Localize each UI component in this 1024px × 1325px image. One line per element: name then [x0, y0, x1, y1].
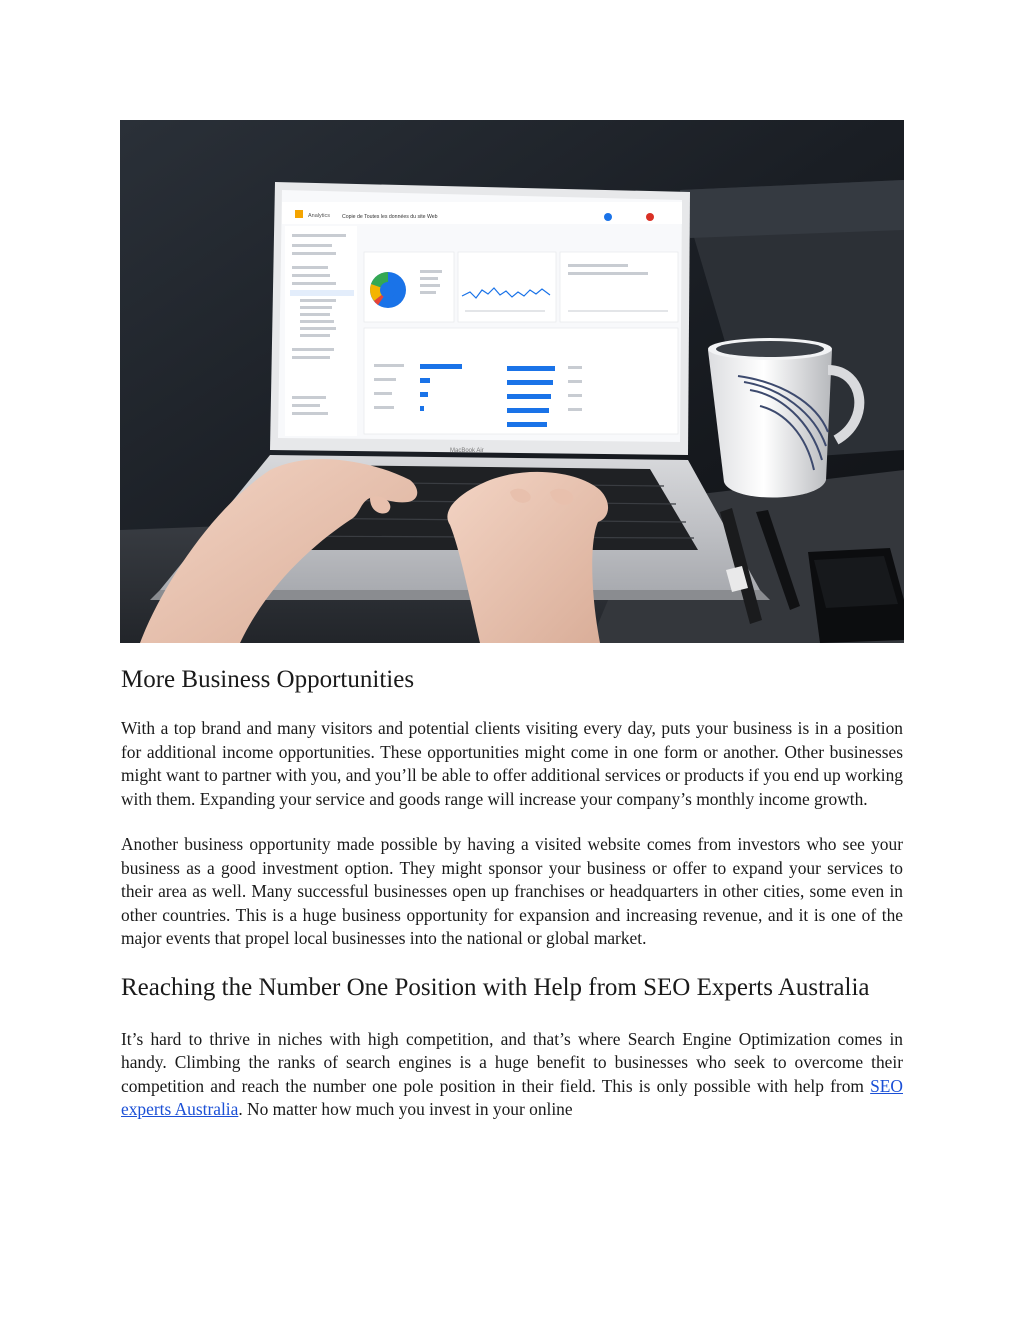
screen-view-title: Copie de Toutes les données du site Web [342, 214, 438, 220]
paragraph-3-text-before-link: It’s hard to thrive in niches with high competition, and that’s where Search Engine Optimization comes in handy. Climbing the ranks of search engines is a huge benefit to businesses who seek to overcome their competition and reach the number one pole position in their field. This is only possible with help from [121, 1028, 903, 1096]
paragraph-3 [121, 1028, 903, 1122]
laptop-analytics-photo [120, 120, 904, 643]
laptop-brand-label: MacBook Air [450, 448, 484, 454]
heading-reaching-number-one: Reaching the Number One Position with Help from SEO Experts Australia [121, 973, 870, 1001]
heading-more-business-opportunities: More Business Opportunities [121, 666, 415, 693]
paragraph-2: Another business opportunity made possible by having a visited website comes from investors who see your business as a good investment option. They might sponsor your business or offer to expand your services to their area as well. Many successful businesses open up franchises or headquarters in other cities, some even in other countries. This is a huge business opportunity for expansion and increasing revenue, and it is one of the major events that propel local businesses into the national or global market. [121, 834, 903, 948]
paragraph-1: With a top brand and many visitors and potential clients visiting every day, puts your business is in a position for additional income opportunities. These opportunities might come in one form or another. Other businesses might want to partner with you, and you’ll be able to offer additional services or products if you end up working with them. Expanding your service and goods range will increase your company’s monthly income growth. [121, 718, 903, 809]
seo-experts-australia-link[interactable]: SEO experts Australia [121, 1075, 903, 1119]
paragraph-3-text-after-link: . No matter how much you invest in your online [238, 1099, 573, 1119]
screen-app-name: Analytics [308, 213, 331, 219]
article-body [121, 664, 903, 1122]
